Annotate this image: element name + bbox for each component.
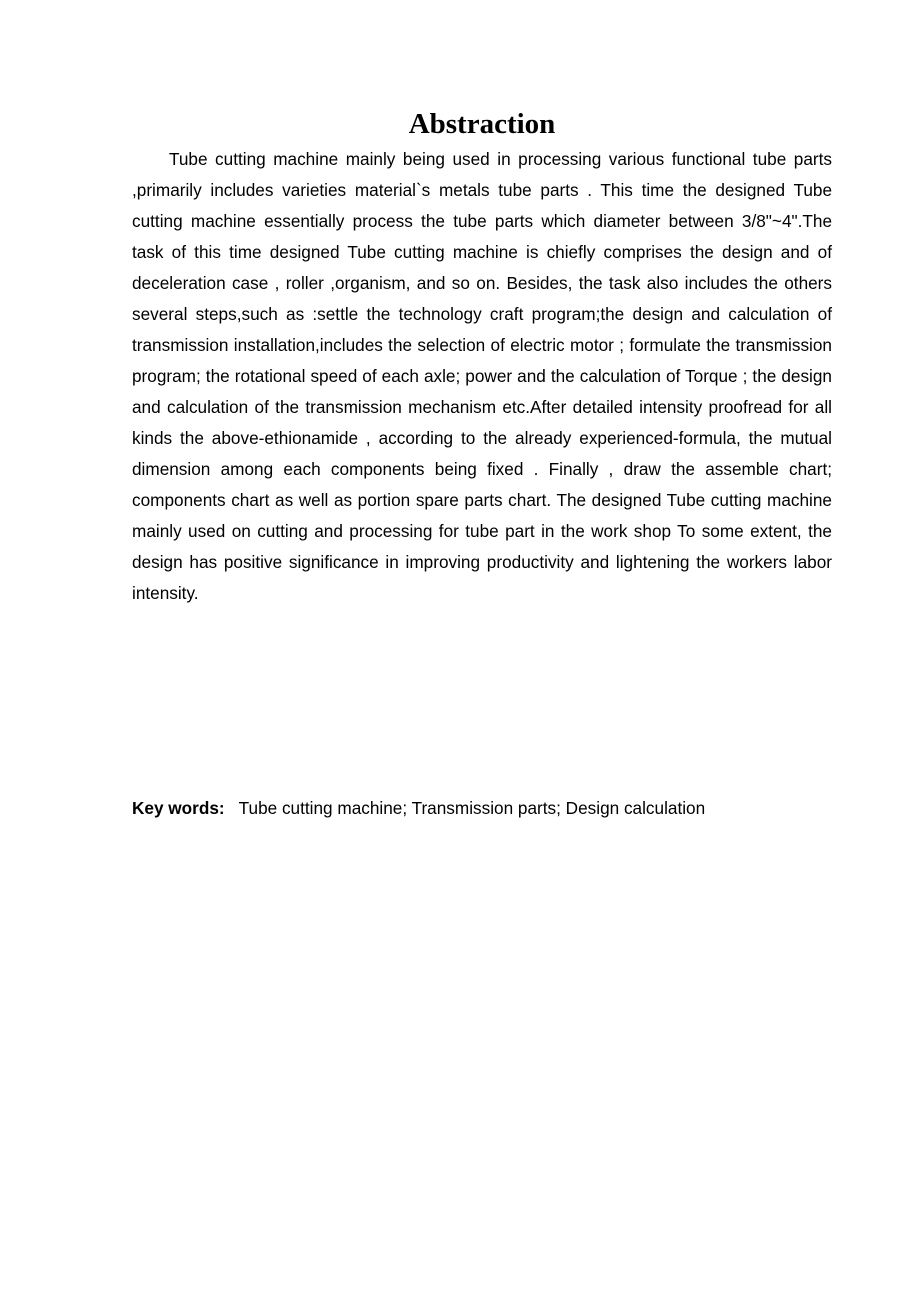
keywords-line (132, 793, 852, 824)
abstract-paragraph: Tube cutting machine mainly being used in processing various functional tube parts ,primarily includes varieties material`s metals tube parts . This time the designed Tube cutting machine essentially process the tube parts which diameter between 3/8"~4".The task of this time designed Tube cutting machine is chiefly comprises the design and of deceleration case , roller ,organism, and so on. Besides, the task also includes the others several steps,such as :settle the technology craft program;the design and calculation of transmission installation,includes the selection of electric motor ; formulate the transmission program; the rotational speed of each axle; power and the calculation of Torque ; the design and calculation of the transmission mechanism etc.After detailed intensity proofread for all kinds the above-ethionamide , according to the already experienced-formula, the mutual dimension among each components being fixed . Finally , draw the assemble chart; components chart as well as portion spare parts chart. The designed Tube cutting machine mainly used on cutting and processing for tube part in the work shop To some extent, the design has positive significance in improving productivity and lightening the workers labor intensity. (132, 149, 832, 603)
keywords-label: Key words: (132, 798, 225, 818)
page-title: Abstraction (408, 108, 556, 140)
keywords-text: Tube cutting machine; Transmission parts; Design calculation (238, 798, 706, 818)
